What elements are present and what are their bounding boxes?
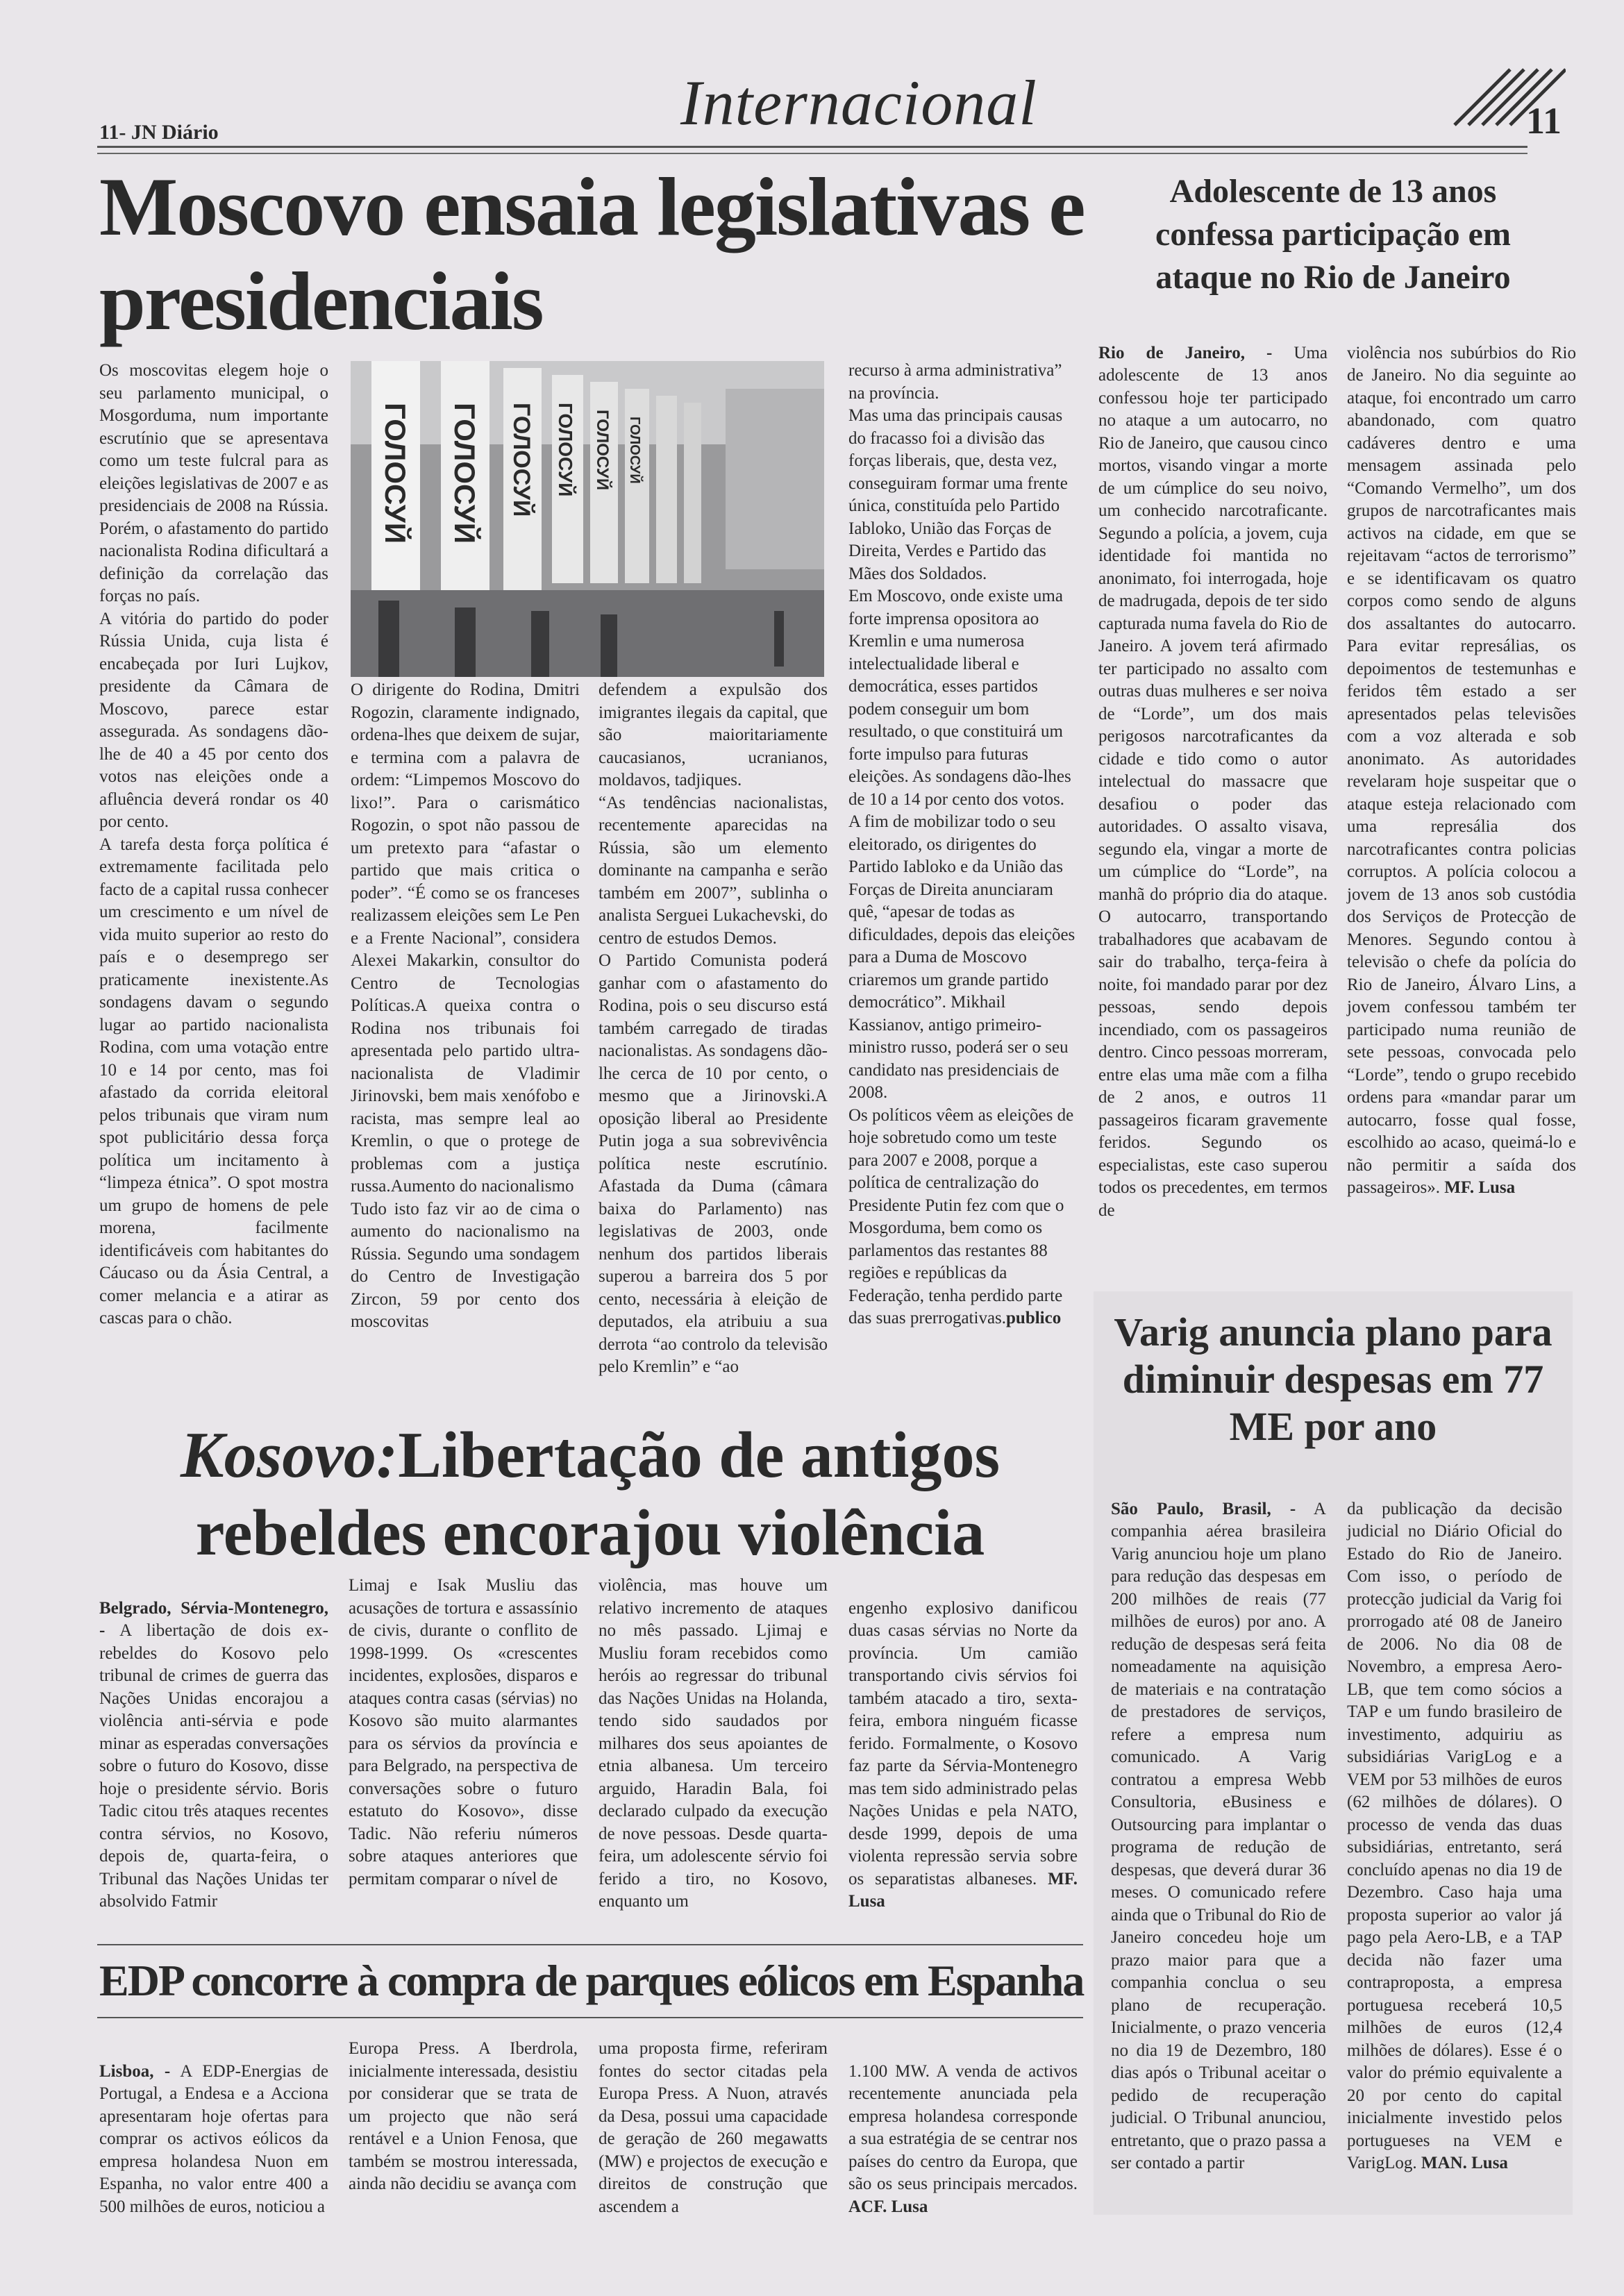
kosovo-dateline: Belgrado, Sérvia-Montenegro, - bbox=[99, 1598, 328, 1640]
moscovo-photo bbox=[351, 361, 824, 677]
adolescente-headline: Adolescente de 13 anos confessa participação em ataque no Rio de Janeiro bbox=[1155, 173, 1511, 296]
photo-banner-text: ГОЛОСУЙ bbox=[379, 403, 412, 544]
header-rule bbox=[97, 146, 1527, 148]
kosovo-signature: MF. Lusa bbox=[848, 1869, 1078, 1911]
header-rule-thin bbox=[97, 153, 1527, 154]
kosovo-column-4: engenho explosivo danificou duas casas sérvias no Norte da província. Um camião transportando civis sérvios foi também atacado a tiro, sexta-feira, embora ninguém ficasse ferido. Formalmente, o Kosovo faz parte da Sérvia-Montenegro mas tem sido administrado pelas Nações Unidas e pela NATO, desde 1999, depois de uma violenta repressão servia sobre os separatistas albaneses. bbox=[848, 1598, 1078, 1888]
kosovo-column-1: A libertação de dois ex-rebeldes do Kosovo pelo tribunal de crimes de guerra das Nações Unidas encorajou a violência anti-sérvia e pode minar as esperadas conversações sobre o futuro do Kosovo, disse hoje o presidente sérvio. Boris Tadic citou três ataques recentes contra sérvios, no Kosovo, depois de, quarta-feira, o Tribunal das Nações Unidas ter absolvido Fatmir bbox=[99, 1621, 328, 1911]
adolescente-signature: MF. Lusa bbox=[1444, 1178, 1516, 1197]
moscovo-column-3: defendem a expulsão dos imigrantes ilegais da capital, que são maioritariamente caucasianos, ucranianos, moldavos, tadjiques. “As tendências nacionalistas, recentemente aparecidas na Rússia, são um elemento dominante na campanha e serão também em 2007”, sublinha o analista Serguei Lukachevski, do centro de estudos Demos. O Partido Comunista poderá ganhar com o afastamento do Rodina, pois o seu discurso está também carregado de tiradas nacionalistas. As sondagens dão-lhe cerca de 10 por cento, o mesmo que a Jirinovski.A oposição liberal ao Presidente Putin joga a sua sobrevivência política neste escrutínio. Afastada da Duma (câmara baixa do Parlamento) nas legislativas de 2003, onde nenhum dos partidos liberais superou a barreira dos 5 por cento, necessária à eleição de deputados, ela atribuiu a sua derrota “ao controlo da televisão pelo Kremlin” e “ao bbox=[598, 680, 828, 1376]
moscovo-column-2: O dirigente do Rodina, Dmitri Rogozin, claramente indignado, ordena-lhes que deixem de sujar, e termina com a palavra de ordem: “Limpemos Moscovo do lixo!”. Para o carismático Rogozin, o spot não passou de um pretexto para “afastar o partido que mais critica o poder”. “É como se os franceses realizassem eleições sem Le Pen e a Frente Nacional”, considera Alexei Makarkin, consultor do Centro de Tecnologias Políticas.A queixa contra o Rodina nos tribunais foi apresentada pelo partido ultra-nacionalista de Vladimir Jirinovski, bem mais xenófobo e racista, mas sempre leal ao Kremlin, o que o protege de problemas com a justiça russa.Aumento do nacionalismo Tudo isto faz vir ao de cima o aumento do nacionalismo na Rússia. Segundo uma sondagem do Centro de Investigação Zircon, 59 por cento dos moscovitas bbox=[351, 680, 580, 1331]
varig-dateline: São Paulo, Brasil, - bbox=[1111, 1499, 1296, 1518]
varig-column-2: da publicação da decisão judicial no Diário Oficial do Estado do Rio de Janeiro. Com isso, o período de protecção judicial da Varig foi prorrogado até 08 de Janeiro de 2006. No dia 08 de Novembro, a empresa Aero-LB, que tem como sócios a TAP e um fundo brasileiro de investimento, adquiriu as subsidiárias VarigLog e a VEM por 53 milhões de euros (62 milhões de dólares). O processo de venda das duas subsidiárias, entretanto, será concluído apenas no dia 19 de Dezembro. Caso haja uma proposta superior ao valor já pago pela Aero-LB, e a TAP decida não fazer uma contraproposta, a empresa portuguesa receberá 10,5 milhões de euros (12,4 milhões de dólares). Esse é o valor do prémio equivalente a 20 por cento do capital inicialmente investido pelos portugueses na VEM e VarigLog. bbox=[1347, 1499, 1562, 2172]
kosovo-column-2: Limaj e Isak Musliu das acusações de tortura e assassínio de civis, durante o conflito de 1998-1999. Os «crescentes incidentes, explosões, disparos e ataques contra casas (sérvias) no Kosovo são muito alarmantes para os sérvios da província e para Belgrado, na perspectiva de conversações sobre o futuro estatuto do Kosovo», disse Tadic. Não referiu números sobre ataques anteriores que permitam comparar o nível de bbox=[349, 1576, 578, 1888]
adolescente-dateline: Rio de Janeiro, - bbox=[1098, 343, 1273, 362]
photo-banner-text: ГОЛОСУЙ bbox=[555, 403, 576, 497]
edp-bottom-rule bbox=[97, 2017, 1083, 2018]
varig-column-1: A companhia aérea brasileira Varig anunciou hoje um plano para redução das despesas em 200 milhões de reais (77 milhões de euros) por ano. A redução de despesas será feita nomeadamente na aquisição de materiais e na contratação de prestadores de serviços, refere a empresa num comunicado. A Varig contratou a empresa Webb Consultoria, eBusiness e Outsourcing para implantar o programa de redução de despesas, que deverá durar 36 meses. O comunicado refere ainda que o Tribunal do Rio de Janeiro concedeu hoje um prazo maior para que a companhia conclua o seu plano de recuperação. Inicialmente, o prazo venceria no dia 19 de Dezembro, 180 dias após o Tribunal aceitar o pedido de recuperação judicial. O Tribunal anunciou, entretanto, que o prazo passa a ser contado a partir bbox=[1111, 1499, 1326, 2172]
edp-headline: EDP concorre à compra de parques eólicos em Espanha bbox=[99, 1956, 1084, 2005]
photo-banner-text: ГОЛОСУЙ bbox=[593, 410, 612, 491]
photo-banner-text: ГОЛОСУЙ bbox=[508, 403, 535, 517]
edp-top-rule bbox=[97, 1944, 1083, 1945]
kosovo-headline bbox=[97, 1416, 1083, 1572]
moscovo-signature: publico bbox=[1006, 1309, 1062, 1327]
edp-column-3: uma proposta firme, referiram fontes do sector citadas pela Europa Press. A Nuon, através da Desa, possui uma capacidade de geração de 260 megawatts (MW) e projectos de execução e direitos de construção que ascendem a bbox=[598, 2039, 828, 2216]
moscovo-column-4: recurso à arma administrativa” na província. Mas uma das principais causas do fracasso foi a divisão das forças liberais, que, desta vez, conseguiram formar uma frente única, constituída pelo Partido Iabloko, União das Forças de Direita, Verdes e Partido das Mães dos Soldados. Em Moscovo, onde existe uma forte imprensa opositora ao Kremlin e uma numerosa intelectualidade liberal e democrática, esses partidos podem conseguir um bom resultado, o que constituirá um forte impulso para futuras eleições. As sondagens dão-lhes de 10 a 14 por cento dos votos. A fim de mobilizar todo o seu eleitorado, os dirigentes do Partido Iabloko e da União das Forças de Direita anunciaram quê, “apesar de todas as dificuldades, depois das eleições para a Duma de Moscovo criaremos um grande partido democrático”. Mikhail Kassianov, antigo primeiro-ministro russo, poderá ser o seu candidato nas presidenciais de 2008. Os políticos vêem as eleições de hoje sobretudo como um teste para 2007 e 2008, porque a política de centralização do Presidente Putin fez com que o Mosgorduma, bem como os parlamentos das restantes 88 regiões e repúblicas da Federação, tenha perdido parte das suas prerrogativas. bbox=[848, 361, 1075, 1327]
varig-headline: Varig anuncia plano para diminuir despesas em 77 ME por ano bbox=[1114, 1309, 1552, 1449]
moscovo-column-1: Os moscovitas elegem hoje o seu parlamento municipal, o Mosgorduma, num importante escrutínio que se apresentava como um teste fulcral para as eleições legislativas de 2007 e as presidenciais de 2008 na Rússia. Porém, o afastamento do partido nacionalista Rodina dificultará a definição da correlação das forças no país. A vitória do partido do poder Rússia Unida, cuja lista é encabeçada por Iuri Lujkov, presidente da Câmara de Moscovo, parece estar assegurada. As sondagens dão-lhe de 40 a 45 por cento dos votos nas eleições onde a afluência deverá rondar os 40 por cento. A tarefa desta força política é extremamente facilitada pelo facto de a capital russa conhecer um crescimento e um nível de vida muito superior ao resto do país e o desemprego ser praticamente inexistente.As sondagens davam o segundo lugar ao partido nacionalista Rodina, com uma votação entre 10 e 14 por cento, mas foi afastado da corrida eleitoral pelos tribunais que viram num spot publicitário dessa força política um incitamento à “limpeza étnica”. O spot mostra um grupo de homens de pele morena, facilmente identificáveis com habitantes do Cáucaso ou da Ásia Central, a comer melancia e a atirar as cascas para o chão. bbox=[99, 361, 328, 1327]
photo-banner-text: ГОЛОСУЙ bbox=[627, 417, 642, 484]
edp-column-4: 1.100 MW. A venda de activos recentemente anunciada pela empresa holandesa corresponde a sua estratégia de se centrar nos países do centro da Europa, que são os seus principais mercados. bbox=[848, 2061, 1078, 2193]
edp-column-1: A EDP-Energias de Portugal, a Endesa e a Acciona apresentaram hoje ofertas para comprar os activos eólicos da empresa holandesa Nuon em Espanha, no valor entre 400 a 500 milhões de euros, noticiou a bbox=[99, 2061, 328, 2216]
adolescente-column-2: violência nos subúrbios do Rio de Janeiro. No dia seguinte ao ataque, foi encontrado um carro abandonado, com quatro cadáveres dentro e uma mensagem assinada pelo “Comando Vermelho”, um dos grupos de narcotraficantes mais activos na cidade, em que se rejeitavam “actos de terrorismo” e se identificavam os quatro corpos como sendo de alguns dos assaltantes do autocarro. Para evitar represálias, os depoimentos de testemunhas e feridos têm estado a ser apresentados pelas televisões com a voz alterada e sob anonimato. As autoridades revelaram hoje suspeitar que o ataque esteja relacionado com uma represália dos narcotraficantes contra policias corruptos. A polícia colocou a jovem de 13 anos sob custódia dos Serviços de Protecção de Menores. Segundo contou à televisão o chefe da polícia do Rio de Janeiro, Álvaro Lins, a jovem confessou também ter participado numa reunião de sete pessoas, convocada pelo “Lorde”, tendo o grupo recebido ordens para «mandar parar um autocarro, fosse qual fosse, escolhido ao acaso, queimá-lo e não permitir a saída dos passageiros». bbox=[1347, 343, 1576, 1197]
varig-signature: MAN. Lusa bbox=[1421, 2154, 1508, 2172]
edp-dateline: Lisboa, - bbox=[99, 2061, 171, 2081]
page-number: 11 bbox=[1526, 100, 1562, 142]
edp-column-2: Europa Press. A Iberdrola, inicialmente interessada, desistiu por considerar que se trata de um projecto que não será rentável e a Union Fenosa, que também se mostrou interessada, ainda não decidiu se avança com bbox=[349, 2039, 578, 2193]
page-header-left: 11- JN Diário bbox=[99, 121, 219, 144]
adolescente-column-1: Uma adolescente de 13 anos confessou hoje ter participado no ataque a um autocarro, no Rio de Janeiro, que causou cinco mortos, visando vingar a morte de um cúmplice do seu noivo, um conhecido narcotraficante. Segundo a polícia, a jovem, cuja identidade foi mantida no anonimato, foi interrogada, hoje de madrugada, depois de ter sido capturada numa favela do Rio de Janeiro. A jovem terá afirmado ter participado no assalto com outras duas mulheres e ser noiva de “Lorde”, um dos mais perigosos narcotraficantes da cidade e tido como o autor intelectual do massacre que desafiou o poder das autoridades. O assalto visava, segundo ela, vingar a morte de um cúmplice do “Lorde”, na manhã do próprio dia do ataque. O autocarro, transportando trabalhadores que acabavam de sair do trabalho, terça-feira à noite, foi mandado parar por dez pessoas, sendo depois incendiado, com os passageiros dentro. Cinco pessoas morreram, entre elas uma mãe com a filha de 2 anos, e outros 11 passageiros ficaram gravemente feridos. Segundo os especialistas, este caso superou todos os precedentes, em termos de bbox=[1098, 343, 1328, 1220]
kosovo-headline-rest: Libertação de antigos rebeldes encorajou violência bbox=[195, 1419, 1001, 1569]
kosovo-column-3: violência, mas houve um relativo incremento de ataques no mês passado. Ljimaj e Musliu foram recebidos como heróis ao regressar do tribunal das Nações Unidas na Holanda, tendo sido saudados por milhares dos seus apoiantes de etnia albanesa. Um terceiro arguido, Haradin Bala, foi declarado culpado da execução de nove pessoas. Desde quarta-feira, um adolescente sérvio foi ferido a tiro, no Kosovo, enquanto um bbox=[598, 1576, 828, 1911]
edp-signature: ACF. Lusa bbox=[848, 2197, 928, 2216]
kosovo-headline-italic: Kosovo: bbox=[180, 1419, 399, 1491]
moscovo-headline: Moscovo ensaia legislativas e presidenciais bbox=[99, 160, 1085, 347]
section-title: Internacional bbox=[680, 67, 1037, 138]
photo-banner-text: ГОЛОСУЙ bbox=[449, 403, 481, 544]
